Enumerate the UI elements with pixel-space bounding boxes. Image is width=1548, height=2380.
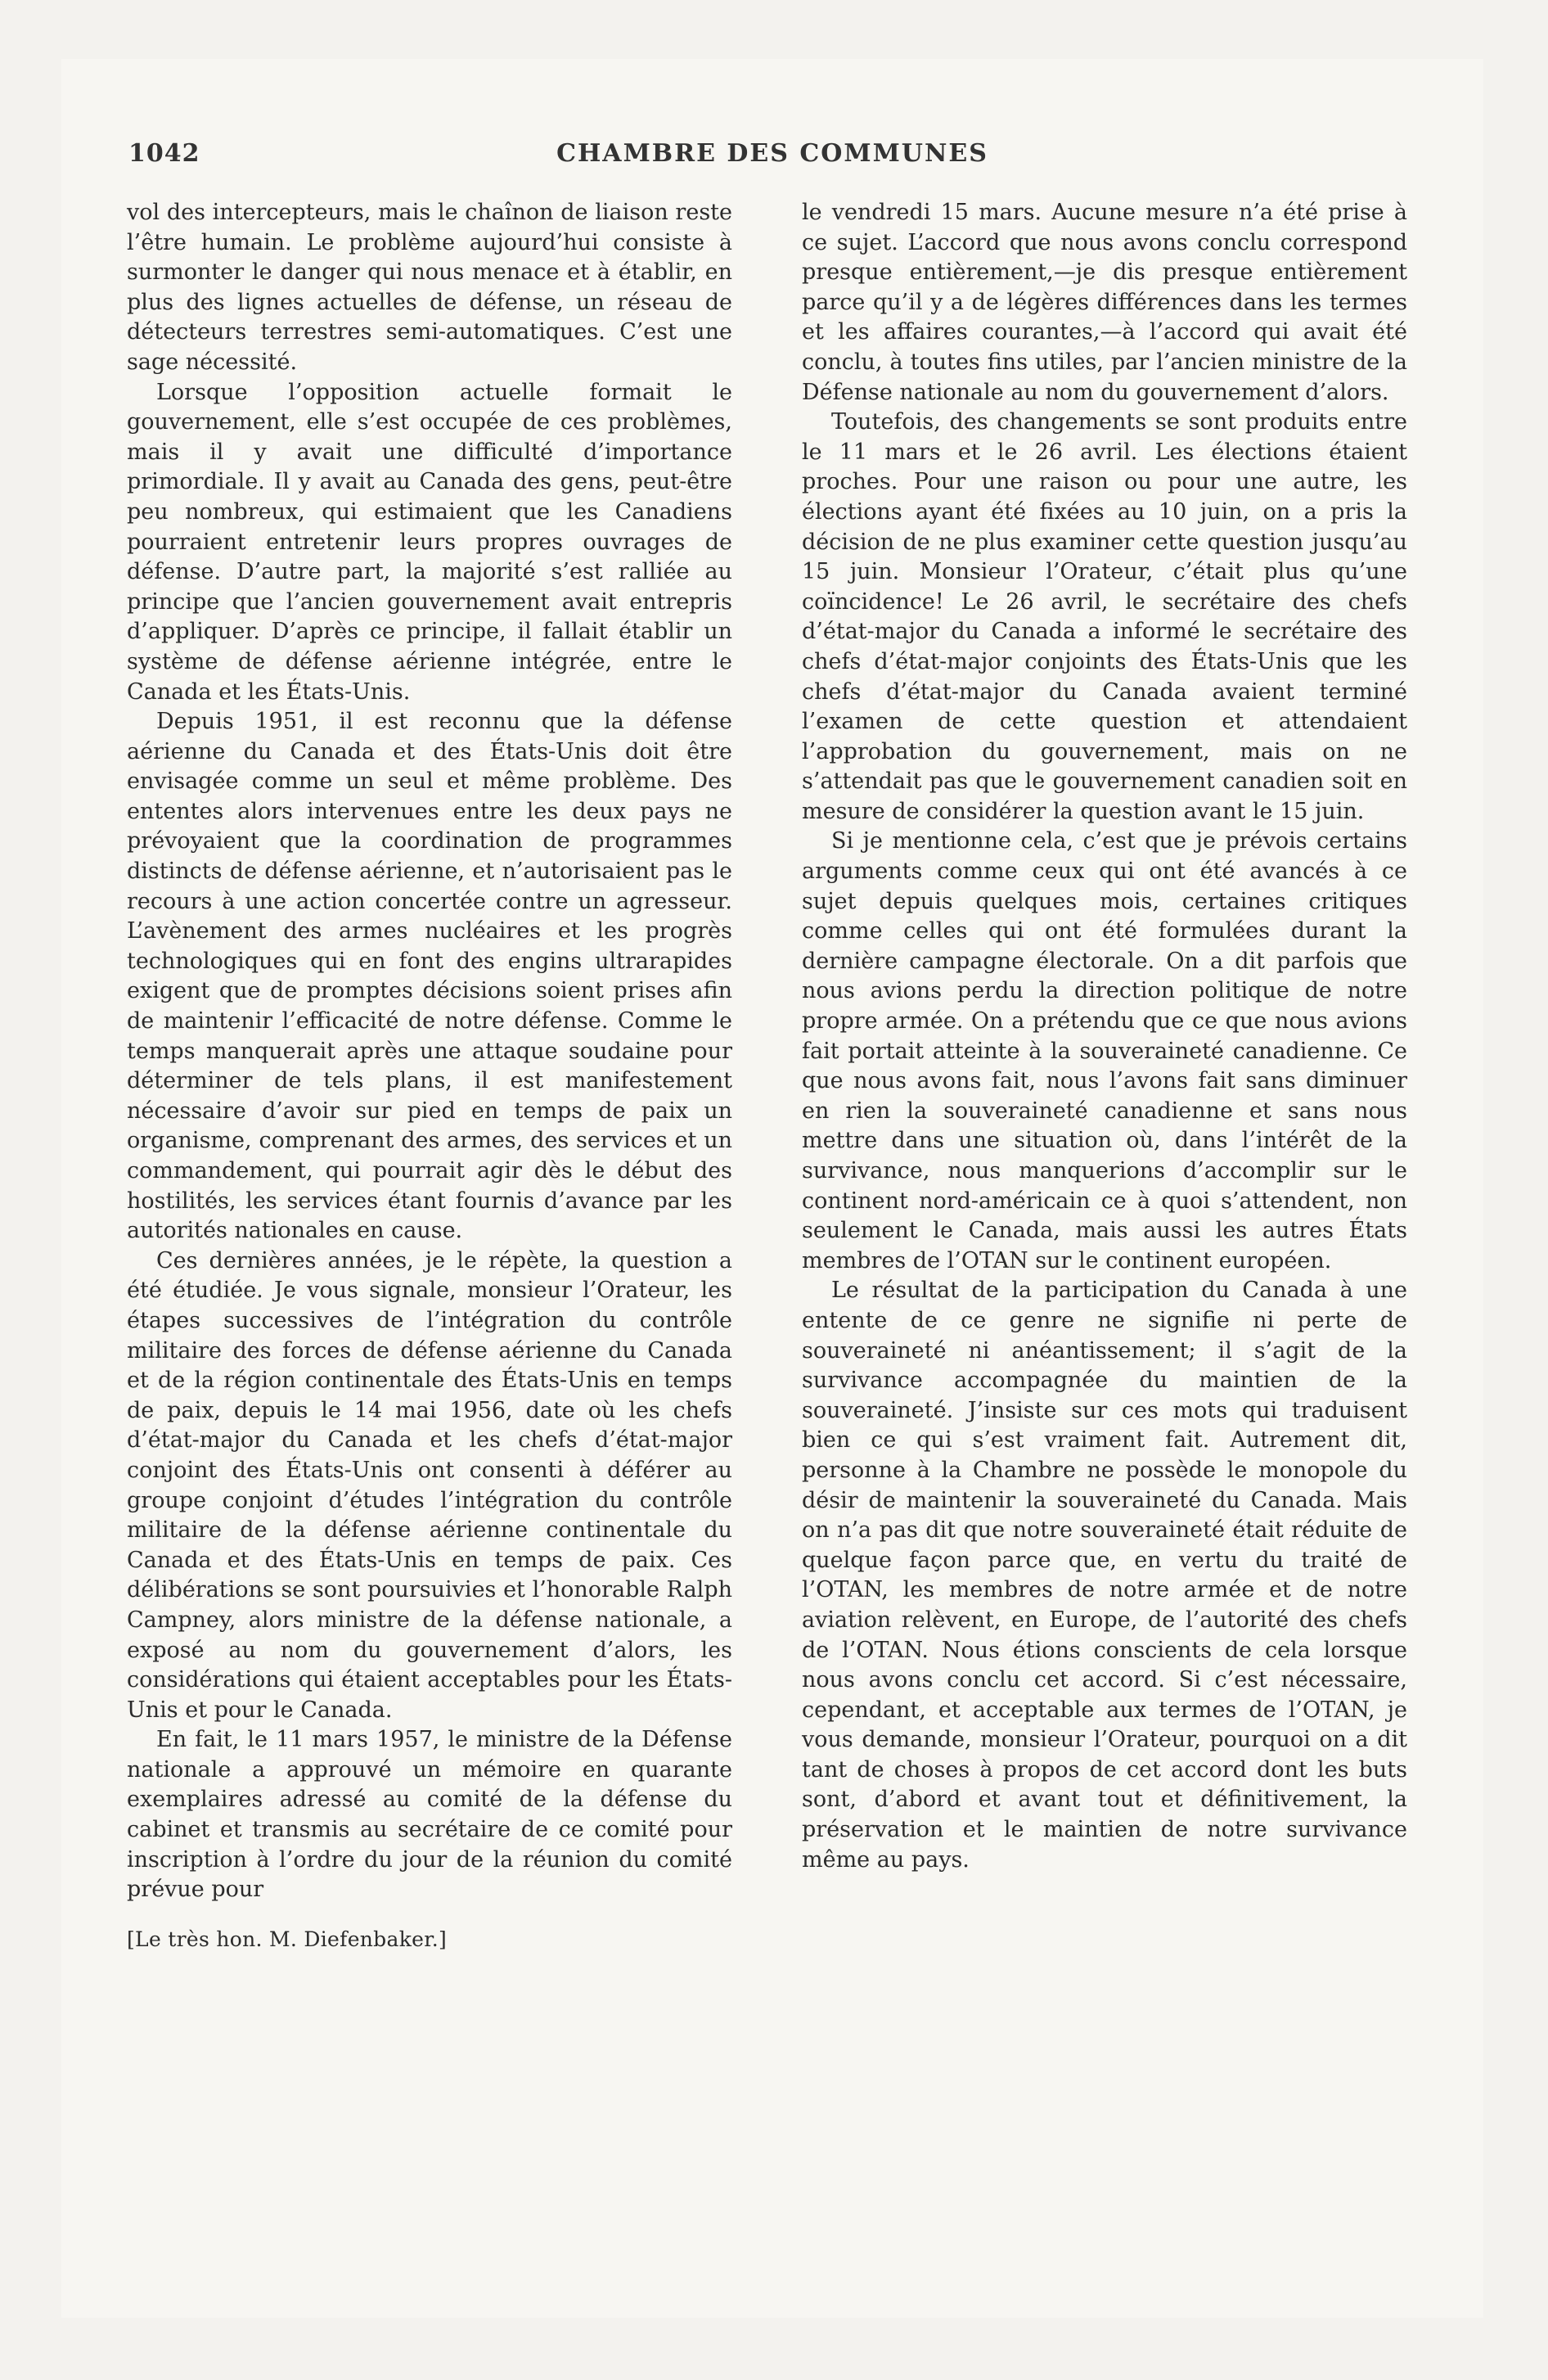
paragraph: vol des intercepteurs, mais le chaînon de liaison reste l’être humain. Le problème aujourd’hui consiste à surmonter le danger qui nous menace et à établir, en plus des lignes actuelles de défense, un réseau de détecteurs terrestres semi-automatiques. C’est une sage nécessité.	[127, 200, 732, 375]
left-column	[127, 198, 732, 1954]
paragraph: Toutefois, des changements se sont produits entre le 11 mars et le 26 avril. Les élections étaient proches. Pour une raison ou pour une autre, les élections ayant été fixées au 10 juin, on a pris la décision de ne plus examiner cette question jusqu’au 15 juin. Monsieur l’Orateur, c’était plus qu’une coïncidence! Le 26 avril, le secrétaire des chefs d’état-major du Canada a informé le secrétaire des chefs d’état-major conjoints des États-Unis que les chefs d’état-major du Canada avaient terminé l’examen de cette question et attendaient l’approbation du gouvernement, mais on ne s’attendait pas que le gouvernement canadien soit en mesure de considérer la question avant le 15 juin.	[802, 409, 1407, 824]
paragraph: En fait, le 11 mars 1957, le ministre de la Défense nationale a approuvé un mémoire en quarante exemplaires adressé au comité de la défense du cabinet et transmis au secrétaire de ce comité pour inscription à l’ordre du jour de la réunion du comité prévue pour	[127, 1727, 732, 1903]
paragraph: Si je mentionne cela, c’est que je prévois certains arguments comme ceux qui ont été avancés à ce sujet depuis quelques mois, certaines critiques comme celles qui ont été formulées durant la dernière campagne électorale. On a dit parfois que nous avions perdu la direction politique de notre propre armée. On a prétendu que ce que nous avions fait portait atteinte à la souveraineté canadienne. Ce que nous avons fait, nous l’avons fait sans diminuer en rien la souveraineté canadienne et sans nous mettre dans une situation où, dans l’intérêt de la survivance, nous manquerions d’accomplir sur le continent nord-américain ce à quoi s’attendent, non seulement le Canada, mais aussi les autres États membres de l’OTAN sur le continent européen.	[802, 828, 1407, 1273]
page-number: 1042	[128, 139, 200, 168]
paragraph: Ces dernières années, je le répète, la question a été étudiée. Je vous signale, monsieur l’Orateur, les étapes successives de l’intégration du contrôle militaire des forces de défense aérienne du Canada et de la région continentale des États-Unis en temps de paix, depuis le 14 mai 1956, date où les chefs d’état-major du Canada et les chefs d’état-major conjoint des États-Unis ont consenti à déférer au groupe conjoint d’études l’intégration du contrôle militaire de la défense aérienne continentale du Canada et des États-Unis en temps de paix. Ces délibérations se sont poursuivies et l’honorable Ralph Campney, alors ministre de la défense nationale, a exposé au nom du gouvernement d’alors, les considérations qui étaient acceptables pour les États-Unis et pour le Canada.	[127, 1247, 732, 1723]
paragraph: le vendredi 15 mars. Aucune mesure n’a été prise à ce sujet. L’accord que nous avons conclu correspond presque entièrement,—je dis presque entièrement parce qu’il y a de légères différences dans les termes et les affaires courantes,—à l’accord qui avait été conclu, à toutes fins utiles, par l’ancien ministre de la Défense nationale au nom du gouvernement d’alors.	[802, 200, 1407, 405]
right-column	[802, 198, 1407, 1875]
page-header-title: CHAMBRE DES COMMUNES	[556, 139, 988, 168]
paragraph: Le résultat de la participation du Canada à une entente de ce genre ne signifie ni perte de souveraineté ni anéantissement; il s’agit de la survivance accompagnée du maintien de la souveraineté. J’insiste sur ces mots qui traduisent bien ce qui s’est vraiment fait. Autrement dit, personne à la Chambre ne possède le monopole du désir de maintenir la souveraineté du Canada. Mais on n’a pas dit que notre souveraineté était réduite de quelque façon parce que, en vertu du traité de l’OTAN, les membres de notre armée et de notre aviation relèvent, en Europe, de l’autorité des chefs de l’OTAN. Nous étions conscients de cela lorsque nous avons conclu cet accord. Si c’est nécessaire, cependant, et acceptable aux termes de l’OTAN, je vous demande, monsieur l’Orateur, pourquoi on a dit tant de choses à propos de cet accord dont les buts sont, d’abord et avant tout et définitivement, la préservation et le maintien de notre survivance même au pays.	[802, 1278, 1407, 1873]
speaker-note: [Le très hon. M. Diefenbaker.]	[127, 1927, 448, 1951]
paragraph: Depuis 1951, il est reconnu que la défense aérienne du Canada et des États-Unis doit être envisagée comme un seul et même problème. Des ententes alors intervenues entre les deux pays ne prévoyaient que la coordination de programmes distincts de défense aérienne, et n’autorisaient pas le recours à une action concertée contre un agresseur. L’avènement des armes nucléaires et les progrès technologiques qui en font des engins ultrarapides exigent que de promptes décisions soient prises afin de maintenir l’efficacité de notre défense. Comme le temps manquerait après une attaque soudaine pour déterminer de tels plans, il est manifestement nécessaire d’avoir sur pied en temps de paix un organisme, comprenant des armes, des services et un commandement, qui pourrait agir dès le début des hostilités, les services étant fournis d’avance par les autorités nationales en cause.	[127, 709, 732, 1244]
running-head	[61, 139, 1483, 172]
paragraph: Lorsque l’opposition actuelle formait le gouvernement, elle s’est occupée de ces problèmes, mais il y avait une difficulté d’importance primordiale. Il y avait au Canada des gens, peut-être peu nombreux, qui estimaient que les Canadiens pourraient entretenir leurs propres ouvrages de défense. D’autre part, la majorité s’est ralliée au principe que l’ancien gouvernement avait entrepris d’appliquer. D’après ce principe, il fallait établir un système de défense aérienne intégrée, entre le Canada et les États-Unis.	[127, 379, 732, 705]
page-sheet	[61, 59, 1483, 2318]
